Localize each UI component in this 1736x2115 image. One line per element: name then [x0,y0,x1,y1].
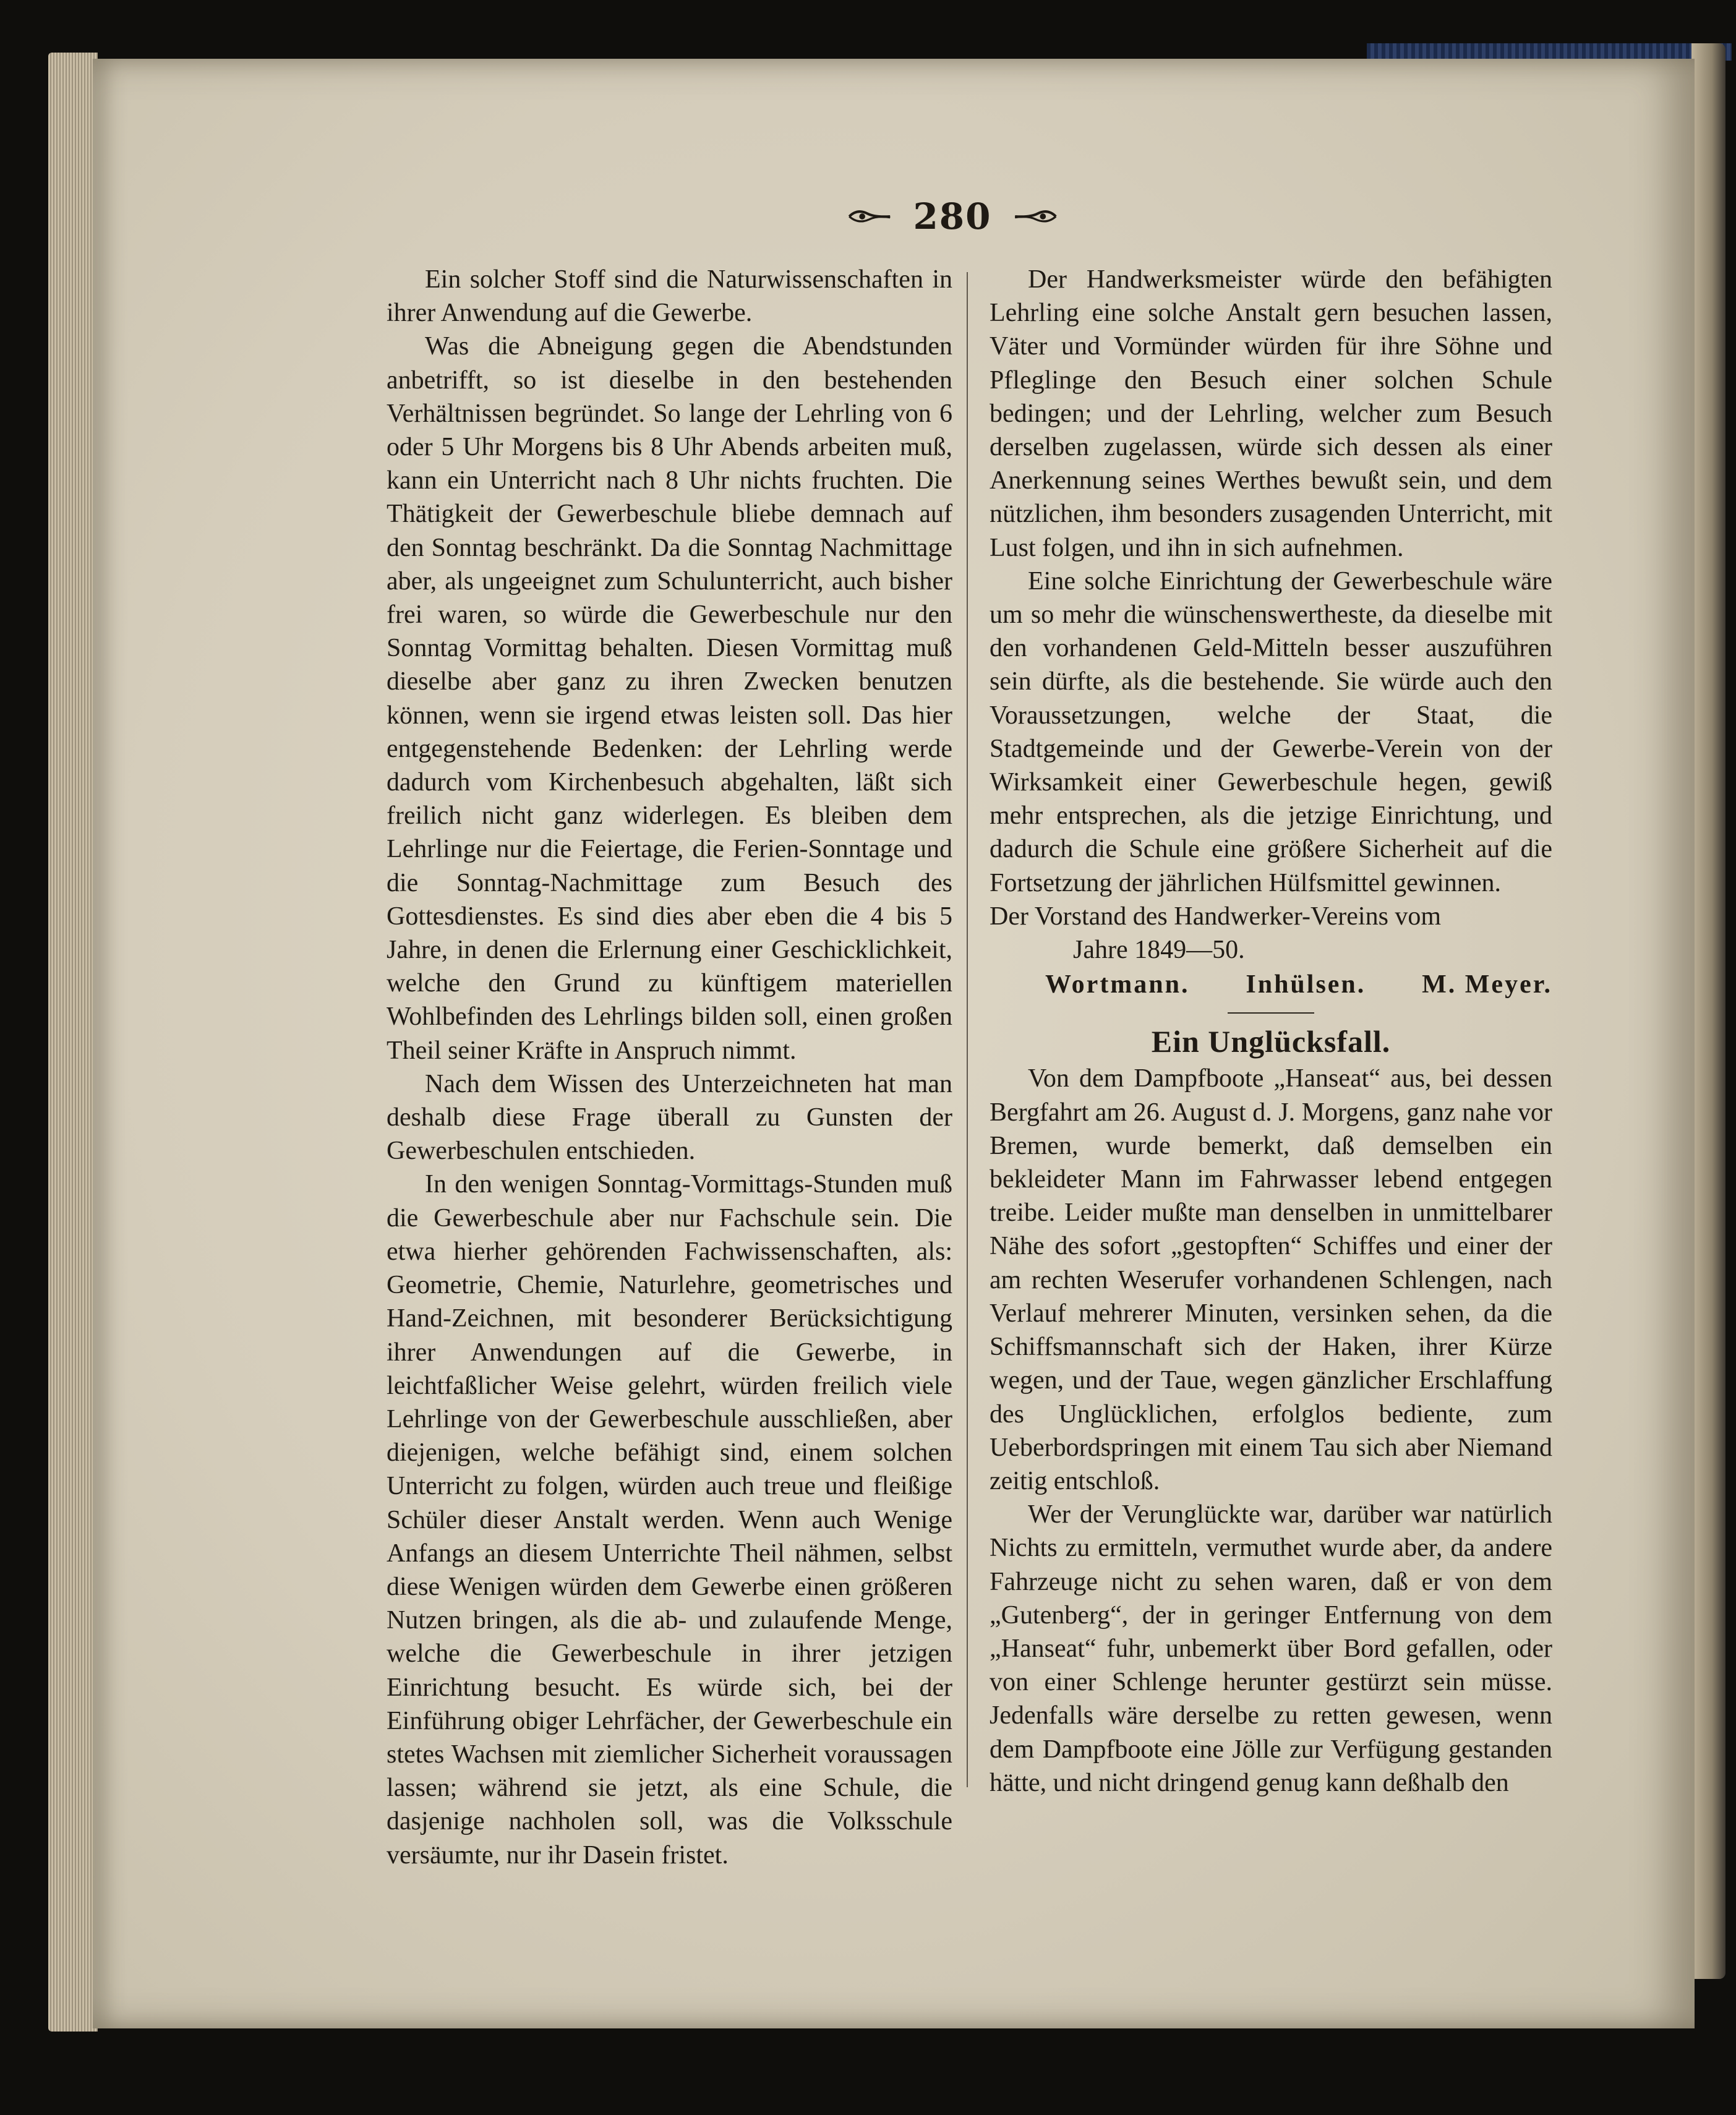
signer-name: Inhülsen. [1246,970,1366,999]
board-year: Jahre 1849—50. [1073,936,1245,965]
section-divider [1228,1012,1314,1014]
signer-name: M. Meyer. [1422,970,1552,999]
ornament-left-icon [847,204,892,229]
paragraph: Ein solcher Stoff sind die Naturwissenschaften in ihrer Anwendung auf die Gewerbe. [387,265,952,328]
paragraph: In den wenigen Sonntag-Vormittags-Stunden muß die Gewerbeschule aber nur Fachschule sein. Die etwa hierher gehörenden Fachwissenschaften, als: Geometrie, Chemie, Naturlehre, geometrisches und Hand-Zeichnen, mit besonderer Berücksichtigung ihrer Anwendungen auf die Gewerbe, in leichtfaßlicher Weise gelehrt, würden freilich viele Lehrlinge von der Gewerbeschule ausschließen, aber diejenigen, welche befähigt sind, einem solchen Unterricht zu folgen, würden auch treue und fleißige Schüler dieser Anstalt werden. Wenn auch Wenige Anfangs an diesem Unterrichte Theil nähmen, selbst diese Wenigen würden dem Gewerbe einen größeren Nutzen bringen, als die ab- und zulaufende Menge, welche die Gewerbeschule in ihrer jetzigen Einrichtung besucht. Es würde sich, bei der Einführung obiger Lehrfächer, der Gewerbeschule ein stetes Wachsen mit ziemlicher Sicherheit voraussagen lassen; während sie jetzt, als eine Schule, die dasjenige nachholen soll, was die Volksschule versäumte, nur ihr Dasein fristet. [387,1170,952,1869]
book-binding-strip [1367,43,1732,61]
book-page-curl-right [1691,43,1725,1979]
signer-name: Wortmann. [1045,970,1190,999]
signatories [990,968,1552,1001]
paragraph: Eine solche Einrichtung der Gewerbeschule wäre um so mehr die wünschenswertheste, da dieselbe mit den vorhandenen Geld-Mitteln besser auszuführen sein dürfte, als die bestehende. Sie würde auch den Voraussetzungen, welche der Staat, die Stadtgemeinde und der Gewerbe-Verein von der Wirksamkeit einer Gewerbeschule hegen, gewiß mehr entsprechen, als die jetzige Einrichtung, und dadurch die Schule eine größere Sicherheit auf die Fortsetzung der jährlichen Hülfsmittel gewinnen. [990,566,1552,897]
book-page-edges-left [48,53,98,2032]
page-number: 280 [913,195,992,237]
article-title: Ein Unglücksfall. [1151,1024,1391,1059]
paragraph: Der Handwerksmeister würde den befähigten Lehrling eine solche Anstalt gern besuchen lassen, Väter und Vormünder würden für ihre Söhne und Pfleglinge den Besuch einer solchen Schule bedingen; und der Lehrling, welcher zum Besuch derselben zugelassen, würde sich dessen als einer Anerkennung seines Werthes bewußt sein, und dem nützlichen, ihm besonders zusagenden Unterricht, mit Lust folgen, und ihn in sich aufnehmen. [990,265,1552,562]
paragraph: Wer der Verunglückte war, darüber war natürlich Nichts zu ermitteln, vermuthet wurde aber, da andere Fahrzeuge nicht zu sehen waren, daß er von dem „Gutenberg“, der in geringer Entfernung von dem „Hanseat“ fuhr, unbemerkt über Bord gefallen, oder von einer Schlenge herunter gestürzt sein müsse. Jedenfalls wäre derselbe zu retten gewesen, wenn dem Dampfboote eine Jölle zur Verfügung gestanden hätte, und nicht dringend genug kann deßhalb den [990,1500,1552,1797]
paragraph: Von dem Dampfboote „Hanseat“ aus, bei dessen Bergfahrt am 26. August d. J. Morgens, ganz nahe vor Bremen, wurde bemerkt, daß demselben ein bekleideter Mann im Fahrwasser lebend entgegen treibe. Leider mußte man denselben in unmittelbarer Nähe des sofort „gestopften“ Schiffes und einer der am rechten Weserufer vorhandenen Schlengen, nach Verlauf mehrerer Minuten, versinken sehen, da die Schiffsmannschaft sich der Haken, ihrer Kürze wegen, und der Taue, wegen gänzlicher Erschlaffung des Unglücklichen, erfolglos bediente, zum Ueberbordspringen mit einem Tau sich aber Niemand zeitig entschloß. [990,1064,1552,1495]
board-statement: Der Vorstand des Handwerker-Vereins vom [990,902,1442,931]
paragraph: Nach dem Wissen des Unterzeichneten hat man deshalb diese Frage überall zu Gunsten der Gewerbeschulen entschieden. [387,1069,952,1166]
paragraph: Was die Abneigung gegen die Abendstunden anbetrifft, so ist dieselbe in den bestehenden Verhältnissen begründet. So lange der Lehrling von 6 oder 5 Uhr Morgens bis 8 Uhr Abends arbeiten muß, kann ein Unterricht nach 8 Uhr nichts fruchten. Die Thätigkeit der Gewerbeschule bliebe demnach auf den Sonntag beschränkt. Da die Sonntag Nachmittage aber, als ungeeignet zum Schulunterricht, auch bisher frei waren, so würde die Gewerbeschule nur den Sonntag Vormittag behalten. Diesen Vormittag muß dieselbe aber ganz zu ihren Zwecken benutzen können, wenn sie irgend etwas leisten soll. Das hier entgegenstehende Bedenken: der Lehrling werde dadurch vom Kirchenbesuch abgehalten, läßt sich freilich nicht ganz widerlegen. Es bleiben dem Lehrlinge nur die Feiertage, die Ferien-Sonntage und die Sonntag-Nachmittage zum Besuch des Gottesdienstes. Es sind dies aber eben die 4 bis 5 Jahre, in denen die Erlernung einer Geschicklichkeit, welche den Grund zu künftigem materiellen Wohlbefinden des Lehrlings bilden soll, einen großen Theil seiner Kräfte in Anspruch nimmt. [387,332,952,1065]
ornament-right-icon [1013,204,1058,229]
right-column [990,263,1552,1800]
left-column [387,263,952,1872]
page-number-header [847,192,1058,241]
column-divider [967,272,968,1787]
